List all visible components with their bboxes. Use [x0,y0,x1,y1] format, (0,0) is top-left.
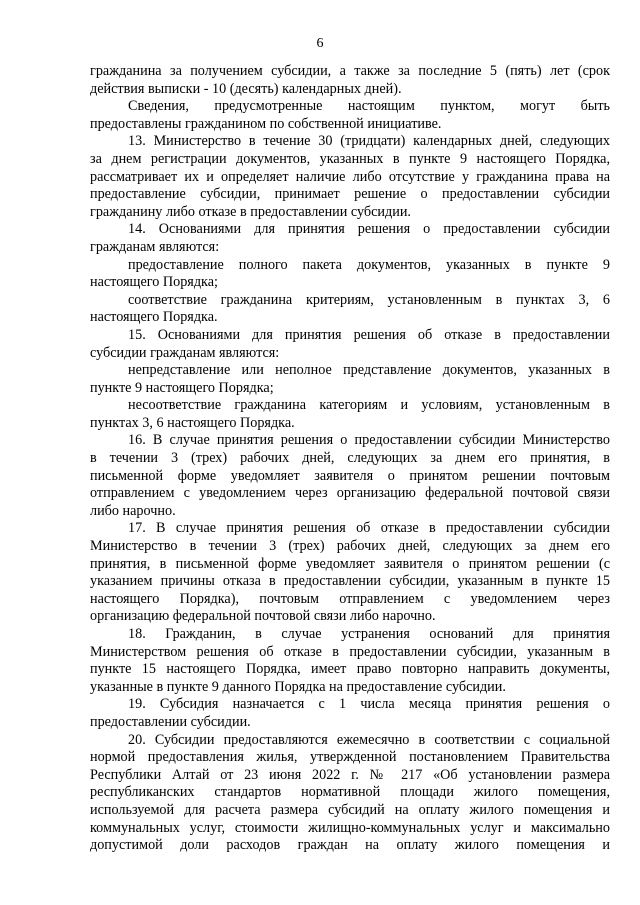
text-line: Республики Алтай от 23 июня 2022 г. № 217 «Об установлении размера [90,766,610,783]
text-line: нормой предоставления жилья, утвержденной постановлением Правительства [90,749,610,766]
paragraph [90,327,610,362]
text-line: соответствие гражданина критериям, установленным в пунктах 3, 6 [128,291,610,308]
text-line: допустимой доли расходов граждан на оплату жилого помещения и [90,837,610,854]
text-line: настоящего Порядка; [90,274,218,291]
paragraph [90,362,610,397]
paragraph [90,626,610,696]
text-line: используемой для расчета размера субсидий на оплату жилого помещения и [90,801,610,818]
text-line: принятия, в письменной форме уведомляет заявителя о принятом решении (с [90,555,610,572]
text-line: Министерство в течении 3 (трех) рабочих дней, следующих за днем его [90,538,610,555]
text-line: указанные в пункте 9 данного Порядка на предоставление субсидии. [90,678,506,695]
text-line: предоставление полного пакета документов, указанных в пункте 9 [128,256,610,273]
paragraph [90,696,610,731]
text-line: настоящего Порядка), почтовым отправлением с уведомлением через [90,590,610,607]
text-line: 16. В случае принятия решения о предоставлении субсидии Министерство [128,432,610,449]
text-line: республиканских стандартов нормативной площади жилого помещения, [90,784,610,801]
text-line: 15. Основаниями для принятия решения об отказе в предоставлении [128,326,610,343]
text-line: коммунальных услуг, стоимости жилищно-коммунальных услуг и максимально [90,819,610,836]
text-line: 13. Министерство в течение 30 (тридцати) календарных дней, следующих [128,133,610,150]
text-line: настоящего Порядка. [90,309,218,326]
paragraph [90,397,610,432]
text-line: действия выписки - 10 (десять) календарных дней). [90,80,402,97]
text-line: за днем регистрации документов, указанных в пункте 9 настоящего Порядка, [90,150,610,167]
text-line: предоставление субсидии, принимает решение о предоставлении субсидии [90,186,610,203]
text-line: пункте 9 настоящего Порядка; [90,379,274,396]
paragraph [90,432,610,520]
text-line: 14. Основаниями для принятия решения о предоставлении субсидии [128,221,610,238]
text-line: пункте 15 настоящего Порядка, имеет право повторно направить документы, [90,661,610,678]
paragraph [90,63,610,98]
paragraph [90,520,610,626]
text-line: 20. Субсидии предоставляются ежемесячно в соответствии с социальной [128,731,610,748]
document-body [90,63,610,855]
text-line: предоставлены гражданином по собственной инициативе. [90,115,442,132]
text-line: пунктах 3, 6 настоящего Порядка. [90,414,295,431]
text-line: субсидии гражданам являются: [90,344,280,361]
text-line: Министерством решения об отказе в предоставлении субсидии, указанным в [90,643,610,660]
text-line: несоответствие гражданина категориям и условиям, установленным в [128,397,610,414]
text-line: организацию федеральной почтовой связи либо нарочно. [90,608,436,625]
text-line: в течении 3 (трех) рабочих дней, следующих за днем его принятия, в [90,450,610,467]
text-line: 19. Субсидия назначается с 1 числа месяца принятия решения о [128,696,610,713]
paragraph [90,133,610,221]
text-line: гражданам являются: [90,238,220,255]
text-line: Сведения, предусмотренные настоящим пунктом, могут быть [128,98,610,115]
text-line: непредставление или неполное представление документов, указанных в [128,362,610,379]
page-number: 6 [316,36,324,51]
paragraph [90,732,610,855]
text-line: гражданина за получением субсидии, а также за последние 5 (пять) лет (срок [90,63,610,79]
text-line: рассматривает их и определяет наличие либо отсутствие у гражданина права на [90,168,610,185]
text-line: гражданину либо отказе в предоставлении субсидии. [90,203,411,220]
text-line: либо нарочно. [90,502,176,519]
paragraph [90,292,610,327]
text-line: 17. В случае принятия решения об отказе в предоставлении субсидии [128,520,610,537]
paragraph [90,257,610,292]
text-line: письменной форме уведомляет заявителя о принятом решении почтовым [90,467,610,484]
paragraph [90,221,610,256]
text-line: указанием причины отказа в предоставлении субсидии, указанным в пункте 15 [90,573,610,590]
paragraph [90,98,610,133]
text-line: отправлением с уведомлением через организацию федеральной почтовой связи [90,485,610,502]
text-line: 18. Гражданин, в случае устранения оснований для принятия [128,626,610,642]
text-line: предоставлении субсидии. [90,713,251,730]
